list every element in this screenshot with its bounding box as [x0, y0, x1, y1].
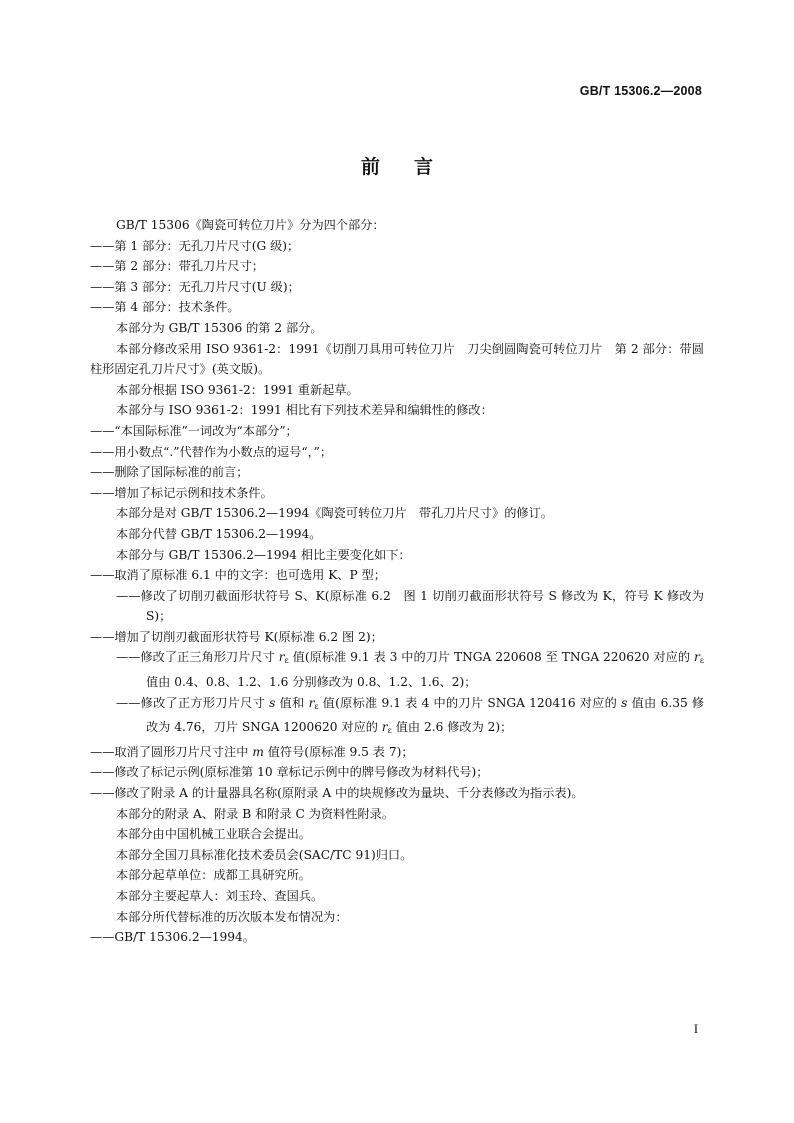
subscript-epsilon: ε — [699, 656, 705, 666]
list-item: ——“本国际标准”一词改为“本部分”； — [90, 423, 298, 438]
symbol-s: s — [621, 695, 628, 710]
list-item: ——修改了切削刃截面形状符号 S、K(原标准 6.2 图 1 切削刃截面形状符号 S 修改为 K，符号 K 修改为 S)； — [116, 588, 704, 624]
list-item — [90, 647, 704, 692]
list-item: ——第 2 部分：带孔刀片尺寸； — [90, 259, 264, 274]
text-run: 值和 — [275, 695, 309, 710]
paragraph: 本部分是对 GB/T 15306.2—1994《陶瓷可转位刀片 带孔刀片尺寸》的修订。 — [116, 506, 553, 521]
paragraph: 本部分与 GB/T 15306.2—1994 相比主要变化如下： — [116, 547, 411, 562]
text-run: ——修改了正三角形刀片尺寸 — [116, 650, 279, 665]
symbol-r: r — [278, 650, 285, 665]
list-item: ——修改了标记示例(原标准第 10 章标记示例中的牌号修改为材料代号)； — [90, 765, 489, 780]
symbol-m: m — [252, 744, 264, 759]
list-item: ——删除了国际标准的前言； — [90, 465, 249, 480]
text-run: 值由 2.6 修改为 2)； — [391, 720, 513, 735]
paragraph: 本部分所代替标准的历次版本发布情况为： — [116, 909, 348, 924]
list-item: ——第 1 部分：无孔刀片尺寸(G 级)； — [90, 238, 300, 253]
list-item: ——取消了原标准 6.1 中的文字：也可选用 K、P 型； — [90, 568, 386, 583]
list-item: ——第 4 部分：技术条件。 — [90, 300, 240, 315]
text-run: 值符号(原标准 9.5 表 7)； — [263, 744, 414, 759]
text-run: ——取消了圆形刀片尺寸注中 — [90, 744, 253, 759]
paragraph: 本部分的附录 A、附录 B 和附录 C 为资料性附录。 — [116, 806, 395, 821]
symbol-r: r — [381, 720, 388, 735]
paragraph: 本部分为 GB/T 15306 的第 2 部分。 — [116, 320, 323, 335]
paragraph: 本部分代替 GB/T 15306.2—1994。 — [116, 526, 322, 541]
list-item: ——增加了切削刃截面形状符号 K(原标准 6.2 图 2)； — [90, 629, 383, 644]
paragraph: 本部分修改采用 ISO 9361-2：1991《切削刀具用可转位刀片 刀尖倒圆陶瓷可转位刀片 第 2 部分：带圆柱形固定孔刀片尺寸》(英文版)。 — [90, 341, 704, 377]
page-title: 前言 — [360, 156, 467, 178]
symbol-s: s — [269, 695, 276, 710]
paragraph: 本部分起草单位：成都工具研究所。 — [116, 868, 311, 883]
list-item: ——第 3 部分：无孔刀片尺寸(U 级)； — [90, 279, 300, 294]
paragraph: 本部分根据 ISO 9361-2：1991 重新起草。 — [116, 382, 359, 397]
list-item: ——增加了标记示例和技术条件。 — [90, 485, 273, 500]
paragraph: 本部分全国刀具标准化技术委员会(SAC/TC 91)归口。 — [116, 847, 413, 862]
text-run: 值由 0.4、0.8、1.2、1.6 分别修改为 0.8、1.2、1.6、2)； — [146, 675, 477, 690]
subscript-epsilon: ε — [284, 656, 289, 666]
subscript-epsilon: ε — [314, 701, 319, 711]
list-item: ——修改了附录 A 的计量器具名称(原附录 A 中的块规修改为量块、千分表修改为指示表)。 — [90, 786, 584, 801]
list-item — [90, 693, 704, 742]
subscript-epsilon: ε — [387, 726, 392, 736]
list-item — [90, 742, 704, 763]
symbol-r: r — [308, 695, 315, 710]
text-run: 值(原标准 9.1 表 4 中的刀片 SNGA 120416 对应的 — [318, 695, 622, 710]
text-run: 值由 6.35 修改为 4.76，刀片 SNGA 1200620 对应的 — [146, 695, 705, 735]
page-number: I — [693, 1022, 698, 1036]
text-run: 值(原标准 9.1 表 3 中的刀片 TNGA 220608 至 TNGA 220620 对应的 — [288, 650, 695, 665]
text-run: ——修改了正方形刀片尺寸 — [116, 695, 270, 710]
paragraph: 本部分由中国机械工业联合会提出。 — [116, 827, 311, 842]
list-item: ——用小数点“.”代替作为小数点的逗号“，”； — [90, 444, 333, 459]
symbol-r: r — [694, 650, 700, 665]
paragraph: 本部分主要起草人：刘玉玲、查国兵。 — [116, 889, 324, 903]
paragraph: 本部分与 ISO 9361-2：1991 相比有下列技术差异和编辑性的修改： — [116, 403, 493, 418]
list-item: ——GB/T 15306.2—1994。 — [90, 930, 255, 945]
foreword-body — [90, 215, 704, 948]
standard-number: GB/T 15306.2—2008 — [579, 84, 702, 98]
paragraph: GB/T 15306《陶瓷可转位刀片》分为四个部分： — [116, 218, 385, 232]
